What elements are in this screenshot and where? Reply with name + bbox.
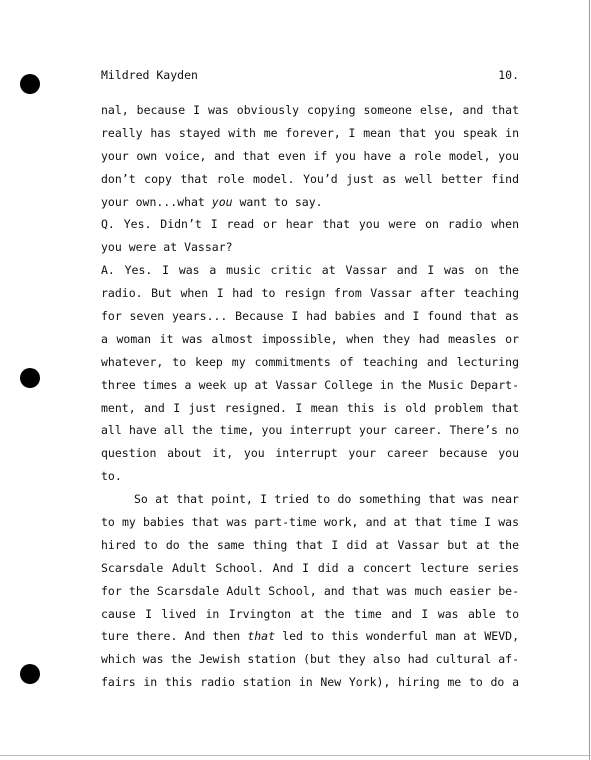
transcript-line <box>101 191 519 214</box>
transcript-line: fairs in this radio station in New York), hiring me to do a <box>101 675 519 690</box>
transcript-line: cause I lived in Irvington at the time and I was able to <box>101 606 519 621</box>
transcript-line: don’t copy that role model. You’d just as well better find <box>101 171 519 186</box>
transcript-line: which was the Jewish station (but they also had cultural af- <box>101 652 519 667</box>
transcript-line: radio. But when I had to resign from Vassar after teaching <box>101 286 519 301</box>
transcript-line: for seven years... Because I had babies and I found that as <box>101 309 519 324</box>
transcript-body <box>101 99 519 694</box>
page-header <box>101 66 519 84</box>
page-edge-bottom <box>0 755 591 756</box>
transcript-line: whatever, to keep my commitments of teaching and lecturing <box>101 354 519 369</box>
transcript-line: you were at Vassar? <box>101 240 233 255</box>
transcript-line: to. <box>101 469 122 484</box>
transcript-line: a woman it was almost impossible, when they had measles or <box>101 331 519 346</box>
transcript-line: Scarsdale Adult School. And I did a concert lecture series <box>101 560 519 575</box>
transcript-line: for the Scarsdale Adult School, and that was much easier be- <box>101 583 519 598</box>
transcript-line <box>101 625 519 648</box>
binder-punch-hole <box>20 664 40 684</box>
interviewee-name: Mildred Kayden <box>101 68 198 82</box>
transcript-line: So at that point, I tried to do something that was near <box>134 492 519 507</box>
transcript-line: nal, because I was obviously copying someone else, and that <box>101 103 519 117</box>
binder-punch-hole <box>20 74 40 94</box>
transcript-line: Q. Yes. Didn’t I read or hear that you were on radio when <box>101 217 519 232</box>
emphasized-word: you <box>211 194 233 209</box>
transcript-line: hired to do the same thing that I did at Vassar but at the <box>101 537 519 552</box>
line-text-segment: led to this wonderful man at WEVD, <box>275 629 519 644</box>
transcript-line: all have all the time, you interrupt your career. There’s no <box>101 423 519 438</box>
transcript-line: A. Yes. I was a music critic at Vassar and I was on the <box>101 263 519 278</box>
emphasized-word: that <box>247 629 276 644</box>
line-text-segment: want to say. <box>232 194 323 209</box>
line-text-segment: your own...what <box>101 194 212 209</box>
line-text-segment: question about it, you interrupt your career because you <box>101 446 519 461</box>
line-text-segment: ture there. And then <box>101 629 248 644</box>
page-edge-right <box>589 0 590 760</box>
transcript-line: three times a week up at Vassar College in the Music Depart- <box>101 377 519 392</box>
binder-punch-hole <box>20 368 40 388</box>
transcript-line <box>101 442 519 465</box>
page-number: 10. <box>498 68 519 82</box>
transcript-line: your own voice, and that even if you have a role model, you <box>101 148 519 163</box>
transcript-line: to my babies that was part-time work, and at that time I was <box>101 515 519 530</box>
transcript-line: ment, and I just resigned. I mean this is old problem that <box>101 400 519 415</box>
transcript-line: really has stayed with me forever, I mean that you speak in <box>101 125 519 140</box>
